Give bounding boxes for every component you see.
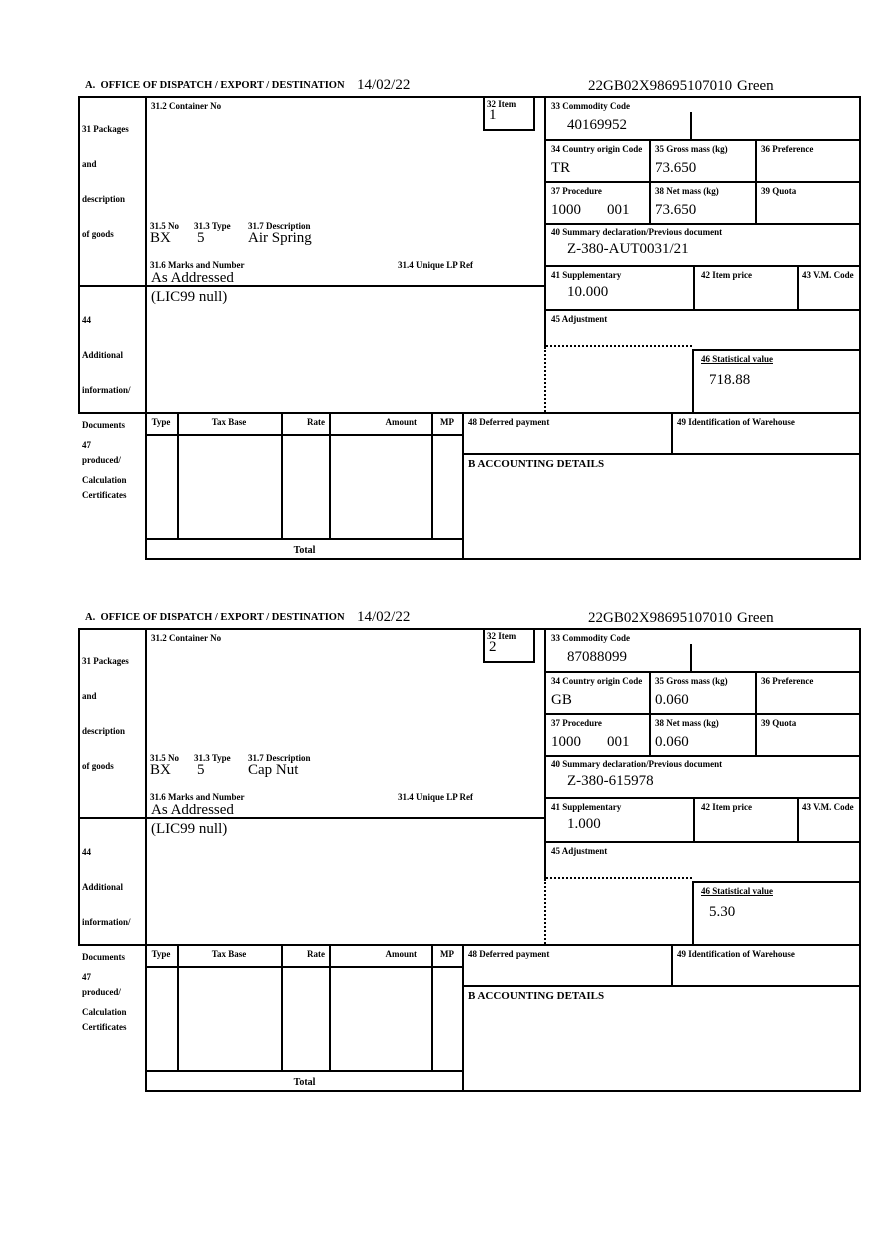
- box31-label: 31 Packages and description of goods: [82, 124, 129, 239]
- commodity-code-label: 33 Commodity Code: [551, 633, 630, 643]
- office-of-dispatch-label: A. OFFICE OF DISPATCH / EXPORT / DESTINATION: [85, 612, 345, 623]
- commodity-code-value: 87088099: [567, 649, 627, 665]
- statistical-value: 718.88: [709, 372, 751, 388]
- box47-label: 47 Calculation: [82, 440, 127, 485]
- pkg-no-value: BX: [150, 230, 171, 246]
- calc-col-type: Type: [151, 949, 171, 959]
- pkg-no-label: 31.5 No: [150, 221, 179, 231]
- border-line: [544, 139, 861, 141]
- border-line: [671, 944, 673, 987]
- pkg-no-label: 31.5 No: [150, 753, 179, 763]
- statistical-value-label: 46 Statistical value: [701, 354, 773, 364]
- border-line: [431, 412, 433, 540]
- border-line: [859, 628, 861, 1092]
- border-line: [544, 841, 861, 843]
- border-line: [693, 797, 695, 843]
- procedure-label: 37 Procedure: [551, 718, 602, 728]
- pkg-type-label: 31.3 Type: [194, 221, 231, 231]
- box47-label: 47 Calculation: [82, 972, 127, 1017]
- commodity-code-value: 40169952: [567, 117, 627, 133]
- calc-col-amount: Amount: [385, 949, 417, 959]
- deferred-payment-label: 48 Deferred payment: [468, 417, 550, 427]
- preference-label: 36 Preference: [761, 144, 814, 154]
- calc-col-mp: MP: [440, 949, 454, 959]
- commodity-code-label: 33 Commodity Code: [551, 101, 630, 111]
- border-line: [329, 412, 331, 540]
- procedure-value-b: 001: [607, 734, 630, 750]
- border-line: [692, 881, 694, 944]
- border-line: [145, 434, 464, 436]
- border-line: [78, 944, 861, 946]
- pkg-type-value: 5: [197, 230, 205, 246]
- marks-label: 31.6 Marks and Number: [150, 792, 245, 802]
- item-number: 1: [489, 107, 497, 123]
- commodity-code-divider: [690, 112, 692, 139]
- pkg-no-value: BX: [150, 762, 171, 778]
- supplementary-value: 10.000: [567, 284, 609, 300]
- border-line: [693, 265, 695, 311]
- marks-value: As Addressed: [151, 270, 234, 286]
- calc-col-tax-base: Tax Base: [211, 949, 247, 959]
- border-line: [755, 139, 757, 225]
- box44-label: 44 Additional information/ Documents produced/ Certificates: [82, 847, 131, 1032]
- border-line: [177, 944, 179, 1072]
- calc-total-label: Total: [293, 1077, 316, 1088]
- gross-mass-label: 35 Gross mass (kg): [655, 676, 728, 686]
- unique-lp-ref-label: 31.4 Unique LP Ref: [398, 792, 474, 802]
- dotted-border: [544, 347, 546, 412]
- border-line: [544, 223, 861, 225]
- routing-status: Green: [737, 610, 774, 626]
- net-mass-label: 38 Net mass (kg): [655, 718, 719, 728]
- net-mass-value: 0.060: [655, 734, 689, 750]
- calc-total-label: Total: [293, 545, 316, 556]
- border-line: [281, 412, 283, 540]
- border-line: [78, 817, 546, 819]
- country-origin-label: 34 Country origin Code: [551, 676, 643, 686]
- item-number: 2: [489, 639, 497, 655]
- supplementary-label: 41 Supplementary: [551, 802, 622, 812]
- pkg-type-value: 5: [197, 762, 205, 778]
- container-no-label: 31.2 Container No: [151, 101, 222, 111]
- border-line: [462, 453, 861, 455]
- procedure-value: 1000: [551, 734, 581, 750]
- summary-declaration-label: 40 Summary declaration/Previous document: [551, 759, 723, 769]
- net-mass-value: 73.650: [655, 202, 697, 218]
- additional-info-value: (LIC99 null): [151, 821, 228, 837]
- border-line: [78, 96, 80, 414]
- border-line: [692, 349, 861, 351]
- supplementary-label: 41 Supplementary: [551, 270, 622, 280]
- item-label: 32 Item: [487, 99, 517, 109]
- border-line: [544, 671, 861, 673]
- summary-declaration-label: 40 Summary declaration/Previous document: [551, 227, 723, 237]
- container-no-label: 31.2 Container No: [151, 633, 222, 643]
- border-line: [78, 285, 546, 287]
- border-line: [177, 412, 179, 540]
- accounting-details-label: B ACCOUNTING DETAILS: [468, 458, 605, 470]
- pkg-type-label: 31.3 Type: [194, 753, 231, 763]
- adjustment-label: 45 Adjustment: [551, 846, 608, 856]
- box31-label: 31 Packages and description of goods: [82, 656, 129, 771]
- border-line: [145, 1070, 464, 1072]
- adjustment-label: 45 Adjustment: [551, 314, 608, 324]
- quota-label: 39 Quota: [761, 718, 797, 728]
- calc-col-type: Type: [151, 417, 171, 427]
- declaration-date: 14/02/22: [357, 77, 411, 93]
- warehouse-id-label: 49 Identification of Warehouse: [677, 949, 795, 959]
- border-line: [145, 1090, 861, 1092]
- border-line: [692, 881, 861, 883]
- border-line: [78, 96, 861, 98]
- border-line: [544, 265, 861, 267]
- item-price-label: 42 Item price: [701, 270, 752, 280]
- border-line: [755, 671, 757, 757]
- deferred-payment-label: 48 Deferred payment: [468, 949, 550, 959]
- border-line: [329, 944, 331, 1072]
- goods-description: Air Spring: [248, 230, 312, 246]
- warehouse-id-label: 49 Identification of Warehouse: [677, 417, 795, 427]
- mrn-number: 22GB02X98695107010: [588, 78, 733, 94]
- border-line: [145, 96, 147, 560]
- unique-lp-ref-label: 31.4 Unique LP Ref: [398, 260, 474, 270]
- border-line: [145, 966, 464, 968]
- calc-col-amount: Amount: [385, 417, 417, 427]
- border-line: [671, 412, 673, 455]
- border-line: [281, 944, 283, 1072]
- item-block-2: [0, 532, 882, 1098]
- border-line: [544, 797, 861, 799]
- marks-value: As Addressed: [151, 802, 234, 818]
- gross-mass-value: 73.650: [655, 160, 697, 176]
- border-line: [544, 755, 861, 757]
- pkg-description-label: 31.7 Description: [248, 753, 311, 763]
- calc-col-rate: Rate: [307, 417, 325, 427]
- country-origin-label: 34 Country origin Code: [551, 144, 643, 154]
- marks-label: 31.6 Marks and Number: [150, 260, 245, 270]
- dotted-border: [546, 877, 692, 879]
- commodity-code-divider: [690, 644, 692, 671]
- vm-code-label: 43 V.M. Code: [802, 802, 854, 812]
- item-price-label: 42 Item price: [701, 802, 752, 812]
- statistical-value-label: 46 Statistical value: [701, 886, 773, 896]
- border-line: [78, 412, 861, 414]
- preference-label: 36 Preference: [761, 676, 814, 686]
- country-origin-value: TR: [551, 160, 571, 176]
- dotted-border: [546, 345, 692, 347]
- dotted-border: [544, 879, 546, 944]
- border-line: [649, 671, 651, 757]
- border-line: [431, 944, 433, 1072]
- gross-mass-label: 35 Gross mass (kg): [655, 144, 728, 154]
- box44-label: 44 Additional information/ Documents produced/ Certificates: [82, 315, 131, 500]
- declaration-date: 14/02/22: [357, 609, 411, 625]
- border-line: [797, 265, 799, 311]
- border-line: [692, 349, 694, 412]
- border-line: [649, 139, 651, 225]
- calc-col-rate: Rate: [307, 949, 325, 959]
- goods-description: Cap Nut: [248, 762, 299, 778]
- gross-mass-value: 0.060: [655, 692, 689, 708]
- border-line: [544, 181, 861, 183]
- item-label: 32 Item: [487, 631, 517, 641]
- calc-col-tax-base: Tax Base: [211, 417, 247, 427]
- procedure-value: 1000: [551, 202, 581, 218]
- border-line: [859, 96, 861, 560]
- border-line: [145, 628, 147, 1092]
- office-of-dispatch-label: A. OFFICE OF DISPATCH / EXPORT / DESTINATION: [85, 80, 345, 91]
- mrn-number: 22GB02X98695107010: [588, 610, 733, 626]
- border-line: [78, 628, 80, 946]
- vm-code-label: 43 V.M. Code: [802, 270, 854, 280]
- border-line: [78, 628, 861, 630]
- border-line: [462, 985, 861, 987]
- country-origin-value: GB: [551, 692, 572, 708]
- accounting-details-label: B ACCOUNTING DETAILS: [468, 990, 605, 1002]
- procedure-label: 37 Procedure: [551, 186, 602, 196]
- net-mass-label: 38 Net mass (kg): [655, 186, 719, 196]
- quota-label: 39 Quota: [761, 186, 797, 196]
- additional-info-value: (LIC99 null): [151, 289, 228, 305]
- procedure-value-b: 001: [607, 202, 630, 218]
- statistical-value: 5.30: [709, 904, 736, 920]
- summary-declaration-value: Z-380-AUT0031/21: [567, 241, 689, 257]
- supplementary-value: 1.000: [567, 816, 601, 832]
- item-block-1: [0, 0, 882, 566]
- summary-declaration-value: Z-380-615978: [567, 773, 654, 789]
- calc-col-mp: MP: [440, 417, 454, 427]
- border-line: [797, 797, 799, 843]
- border-line: [544, 309, 861, 311]
- pkg-description-label: 31.7 Description: [248, 221, 311, 231]
- routing-status: Green: [737, 78, 774, 94]
- border-line: [544, 713, 861, 715]
